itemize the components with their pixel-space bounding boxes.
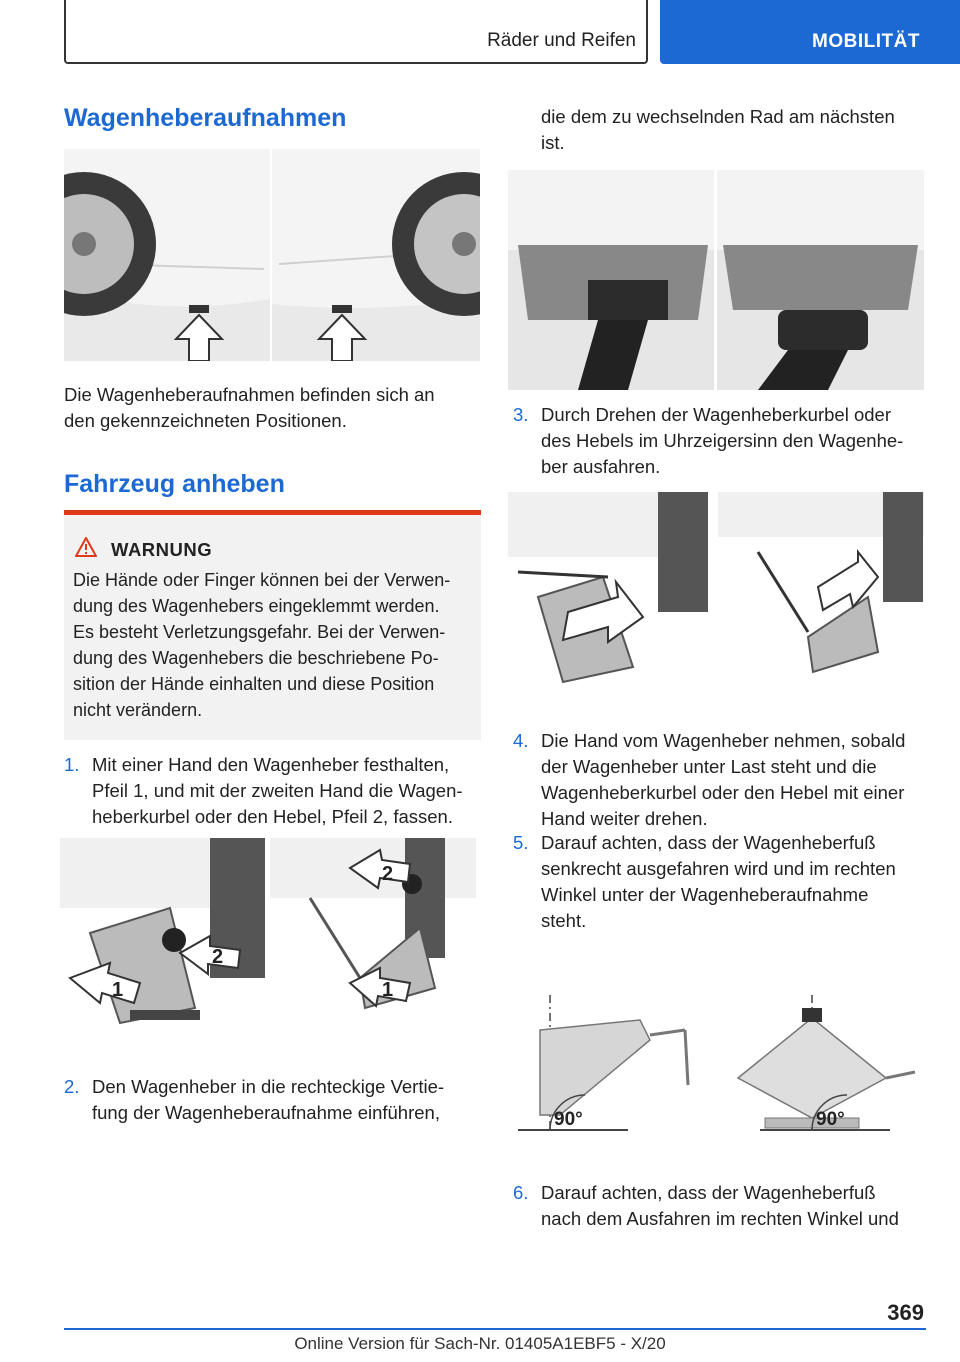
image-crank-jack: [508, 492, 924, 688]
page-number: 369: [887, 1300, 924, 1325]
footer-text: Online Version für Sach-Nr. 01405A1EBF5 - X/20: [294, 1334, 666, 1353]
heading-fahrzeug-anheben: Fahrzeug anheben: [64, 470, 285, 498]
footer-rule: [64, 1328, 926, 1330]
warning-box: [64, 510, 481, 740]
step-2-continued: die dem zu wechselnden Rad am nächsten ist.: [541, 106, 895, 153]
step-1: 1. Mit einer Hand den Wagenheber festhalten, Pfeil 1, und mit der zweiten Hand die Wagen‐ heberkurbel oder den Hebel, Pfeil 2, fassen.: [64, 754, 463, 827]
warning-triangle-icon: [75, 537, 97, 557]
image-right-angle: [510, 990, 926, 1140]
arrow-label: 1: [112, 979, 124, 1001]
step-2: 2. Den Wagenheber in die rechteckige Vertie‐ fung der Wagenheberaufnahme einführen,: [64, 1076, 445, 1123]
arrow-label: 2: [212, 946, 224, 968]
heading-wagenheberaufnahmen: Wagenheberaufnahmen: [64, 104, 347, 132]
arrow-label: 2: [382, 863, 394, 885]
arrow-label: 1: [382, 979, 394, 1001]
step-6: 6. Darauf achten, dass der Wagenheberfuß nach dem Ausfahren im rechten Winkel und: [513, 1182, 899, 1229]
step-4: 4. Die Hand vom Wagenheber nehmen, sobald der Wagenheber unter Last steht und die Wagenheberkurbel oder den Hebel mit einer Hand weiter drehen.: [513, 730, 906, 829]
caption-jack-points: Die Wagenheberaufnahmen befinden sich an den gekennzeichneten Positionen.: [64, 384, 435, 431]
step-3: 3. Durch Drehen der Wagenheberkurbel oder des Hebels im Uhrzeigersinn den Wagenhe‐ ber ausfahren.: [513, 404, 904, 477]
chapter-tab: MOBILITÄT: [660, 0, 960, 64]
step-5: 5. Darauf achten, dass der Wagenheberfuß senkrecht ausgefahren wird und im rechten Winkel unter der Wagenheberaufnahme steht.: [513, 832, 896, 931]
header-frame: [64, 0, 648, 64]
image-jack-points: [64, 149, 480, 361]
image-jack-socket: [508, 170, 924, 390]
angle-label-left: 90°: [554, 1109, 583, 1130]
angle-label-right: 90°: [816, 1109, 845, 1130]
section-title: Räder und Reifen: [487, 30, 636, 51]
warning-title: WARNUNG: [111, 539, 471, 561]
warning-text: Die Hände oder Finger können bei der Verwen‐ dung des Wagenhebers eingeklemmt werden. Es besteht Verletzungsgefahr. Bei der Verwen‐ dung des Wagenhebers die beschriebene Po‐ sition der Hände einhalten und diese Position nicht verändern.: [73, 570, 451, 720]
image-hold-jack: [60, 838, 476, 1030]
